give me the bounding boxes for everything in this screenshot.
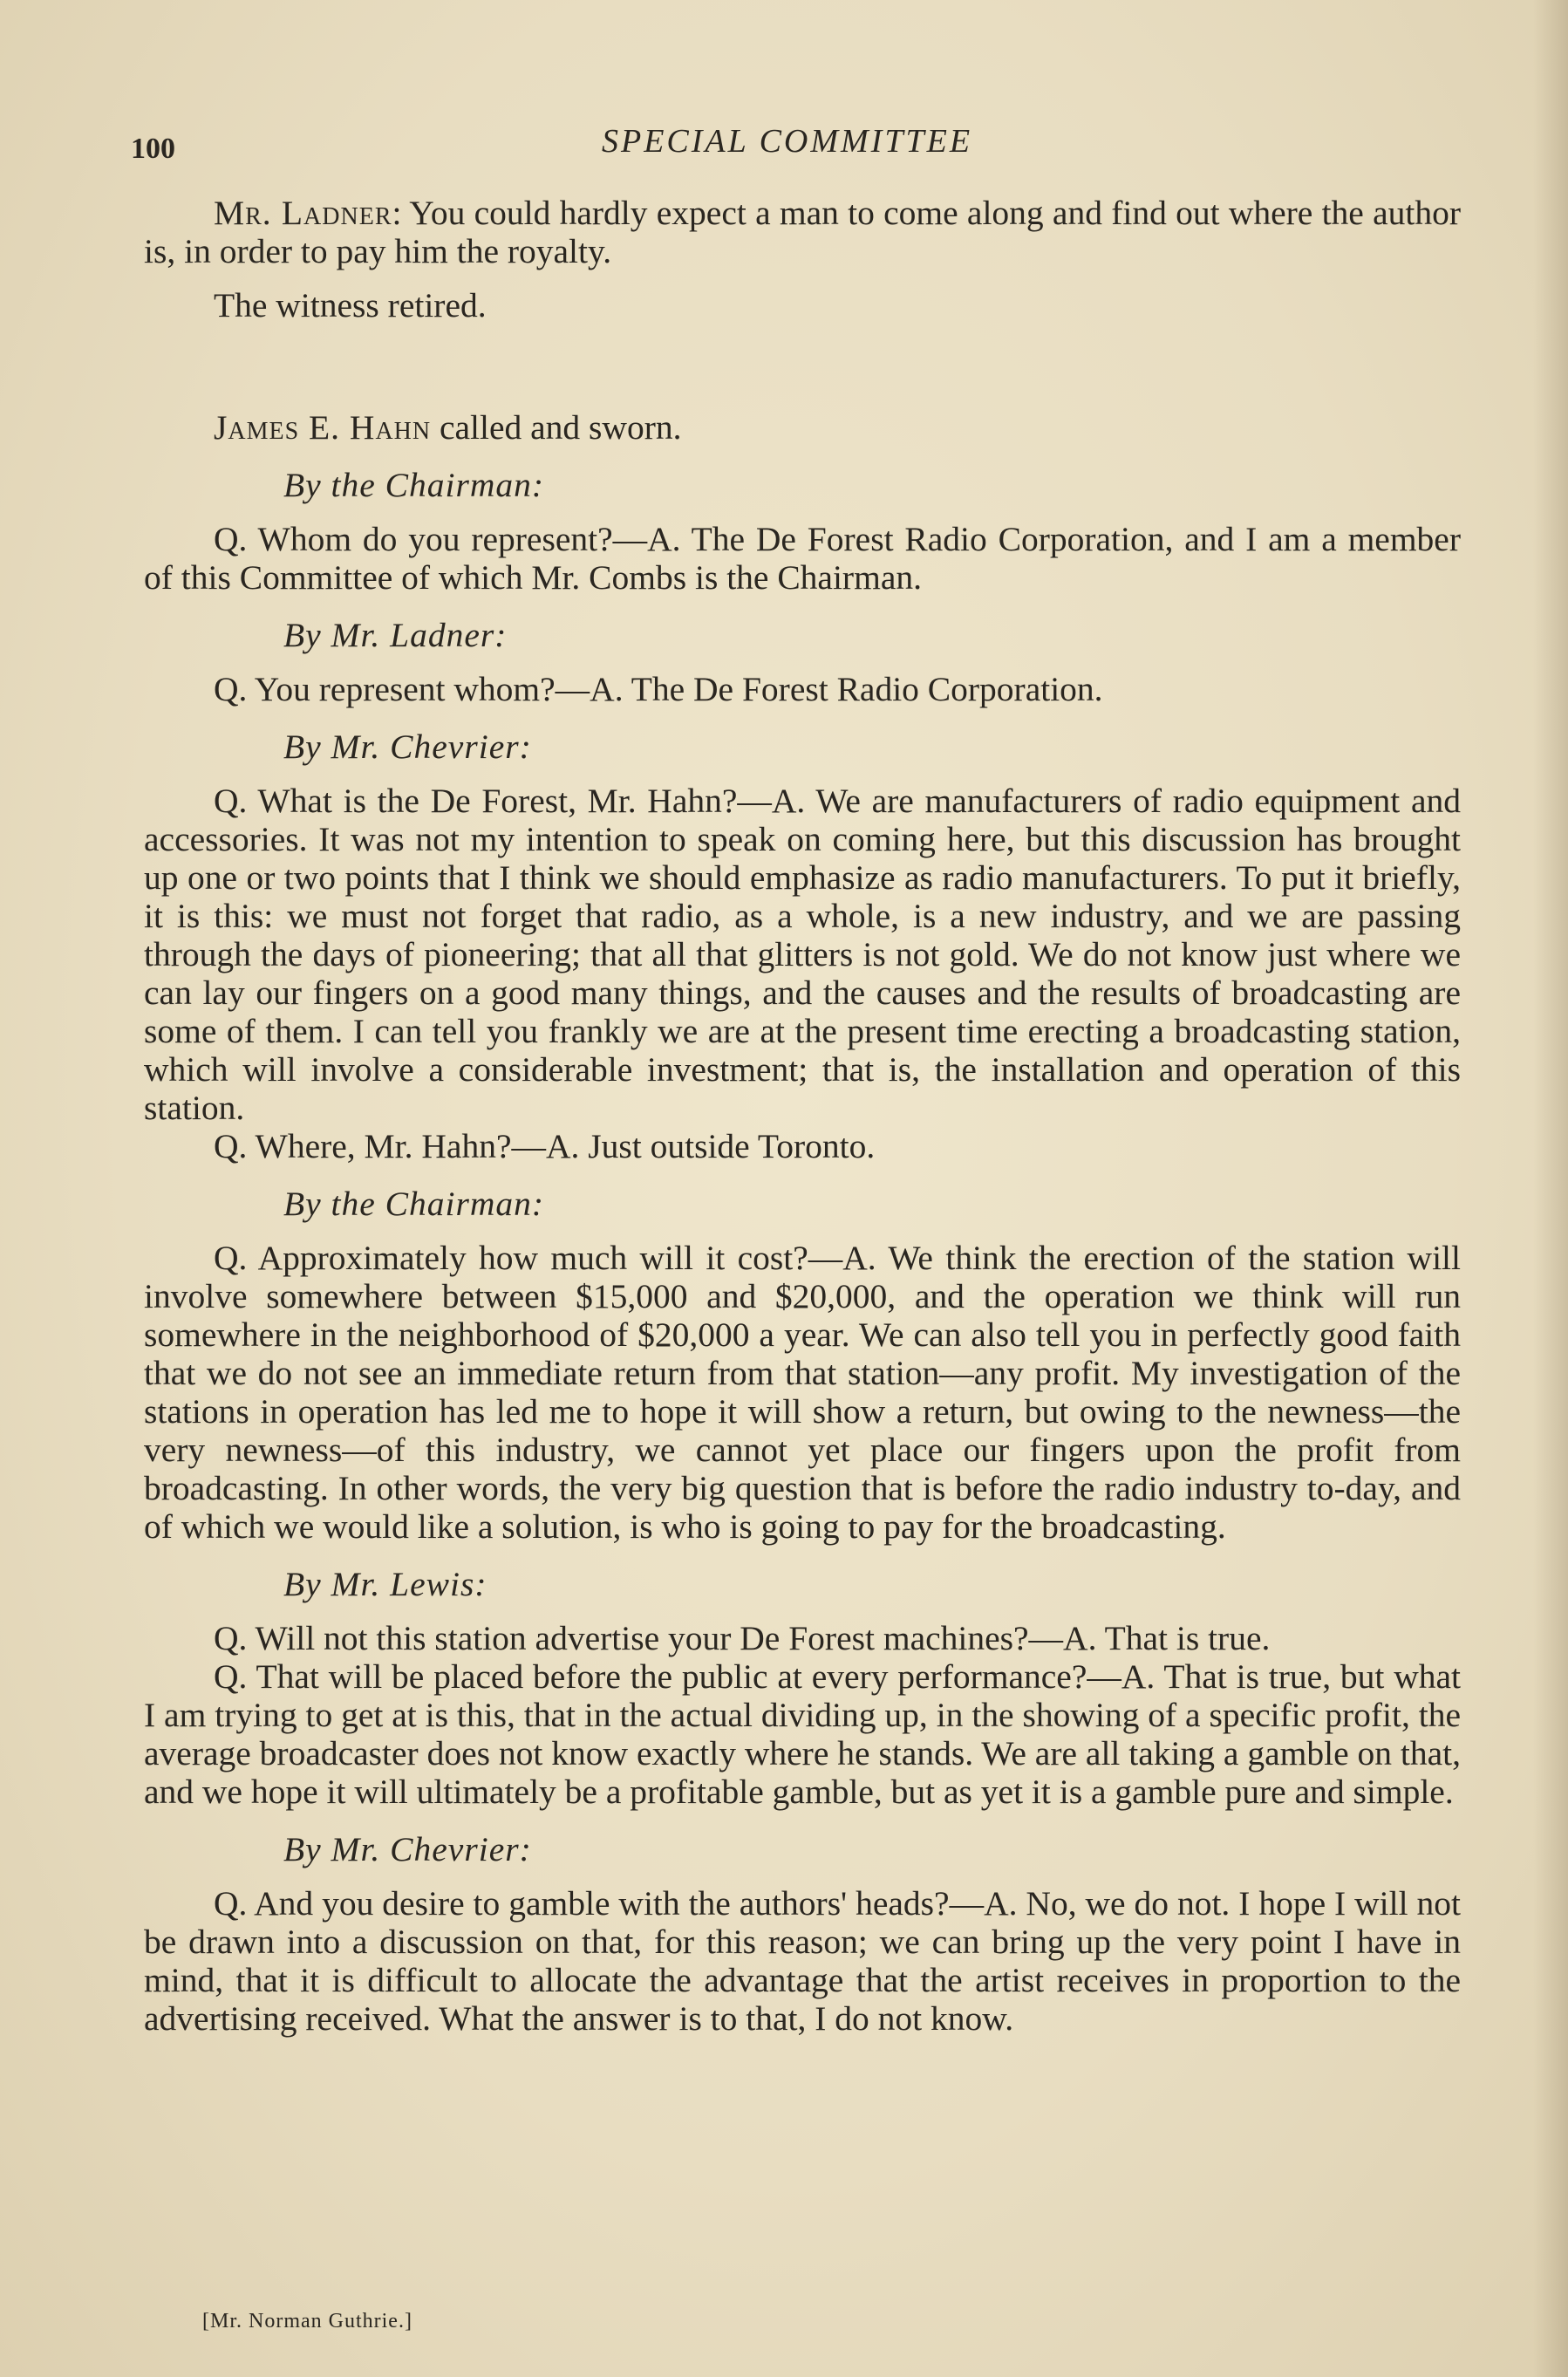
spacer [144,1811,1461,1830]
question-answer-paragraph: Q. What is the De Forest, Mr. Hahn?—A. We are manufacturers of radio equipment and accessories. It was not my intention to speak on coming here, but this discussion has brought up one or two points that I think we should emphasize as radio manufacturers. To put it briefly, it is this: we must not forget that radio, as a whole, is a new industry, and we are passing through the days of pioneering; that all that glitters is not gold. We do not know just where we can lay our fingers on a good many things, and the causes and the results of broadcasting are some of them. I can tell you frankly we are at the present time erecting a broadcasting station, which will involve a considerable investment; that is, the installation and operation of this station. [144,782,1461,1127]
question-answer-paragraph: Q. You represent whom?—A. The De Forest Radio Corporation. [214,670,1103,708]
running-head: SPECIAL COMMITTEE [602,123,973,160]
page-header [131,122,1465,174]
spacer [144,597,1461,616]
spacer [144,1546,1461,1565]
question-answer-paragraph: Q. And you desire to gamble with the authors' heads?—A. No, we do not. I hope I will not be drawn into a discussion on that, for this reason; we can bring up the very point I have in mind, that it is difficult to allocate the advantage that the artist receives in proportion to the advertising received. What the answer is to that, I do not know. [144,1884,1461,2038]
spacer [144,504,1461,520]
question-answer-paragraph: Q. Will not this station advertise your De Forest machines?—A. That is true. [214,1619,1271,1657]
spacer [144,1603,1461,1619]
spacer [144,766,1461,782]
spacer [144,270,1461,286]
witness-name: James E. Hahn [214,408,432,447]
sworn-text: called and sworn. [431,408,682,447]
spacer [144,1223,1461,1239]
spacer [144,708,1461,727]
testimony-sections [144,447,1461,2038]
question-answer-paragraph: Q. Whom do you represent?—A. The De Forest Radio Corporation, and I am a member of this Committee of which Mr. Combs is the Chairman. [144,520,1461,597]
remark-text: : You could hardly expect a man to come along and find out where the author is, in order to pay him the royalty. [144,194,1461,270]
spacer [144,324,1461,408]
spacer [144,1868,1461,1884]
spacer [144,654,1461,670]
body-text [144,194,1461,2038]
examiner-heading: By the Chairman: [283,466,545,504]
question-answer-paragraph: Q. That will be placed before the public at every performance?—A. That is true, but what I am trying to get at is this, that in the actual dividing up, in the showing of a specific profit, the average broadcaster does not know exactly where he stands. We are all taking a gamble on that, and we hope it will ultimately be a profitable gamble, but as yet it is a gamble pure and simple. [144,1657,1461,1811]
examiner-heading: By the Chairman: [283,1185,545,1223]
witness-retired: The witness retired. [214,286,487,324]
page-number: 100 [131,133,175,165]
examiner-heading: By Mr. Chevrier: [283,1830,532,1868]
ladner-remark [144,194,1461,270]
examiner-heading: By Mr. Chevrier: [283,727,532,766]
examiner-heading: By Mr. Ladner: [283,616,508,654]
footer-note: [Mr. Norman Guthrie.] [202,2310,412,2333]
witness-sworn-line [144,408,1461,447]
spacer [144,447,1461,466]
page-edge-shadow [1533,0,1568,2377]
question-answer-paragraph: Q. Where, Mr. Hahn?—A. Just outside Toronto. [214,1127,876,1165]
examiner-heading: By Mr. Lewis: [283,1565,487,1603]
question-answer-paragraph: Q. Approximately how much will it cost?—A. We think the erection of the station will involve somewhere between $15,000 and $20,000, and the operation we think will run somewhere in the neighborhood of $20,000 a year. We can also tell you in perfectly good faith that we do not see an immediate return from that station—any profit. My investigation of the stations in operation has led me to hope it will show a return, but owing to the newness—the very newness—of this industry, we cannot yet place our fingers upon the profit from broadcasting. In other words, the very big question that is before the radio industry to-day, and of which we would like a solution, is who is going to pay for the broadcasting. [144,1239,1461,1546]
spacer [144,1165,1461,1185]
speaker-name: Mr. Ladner [214,194,392,232]
